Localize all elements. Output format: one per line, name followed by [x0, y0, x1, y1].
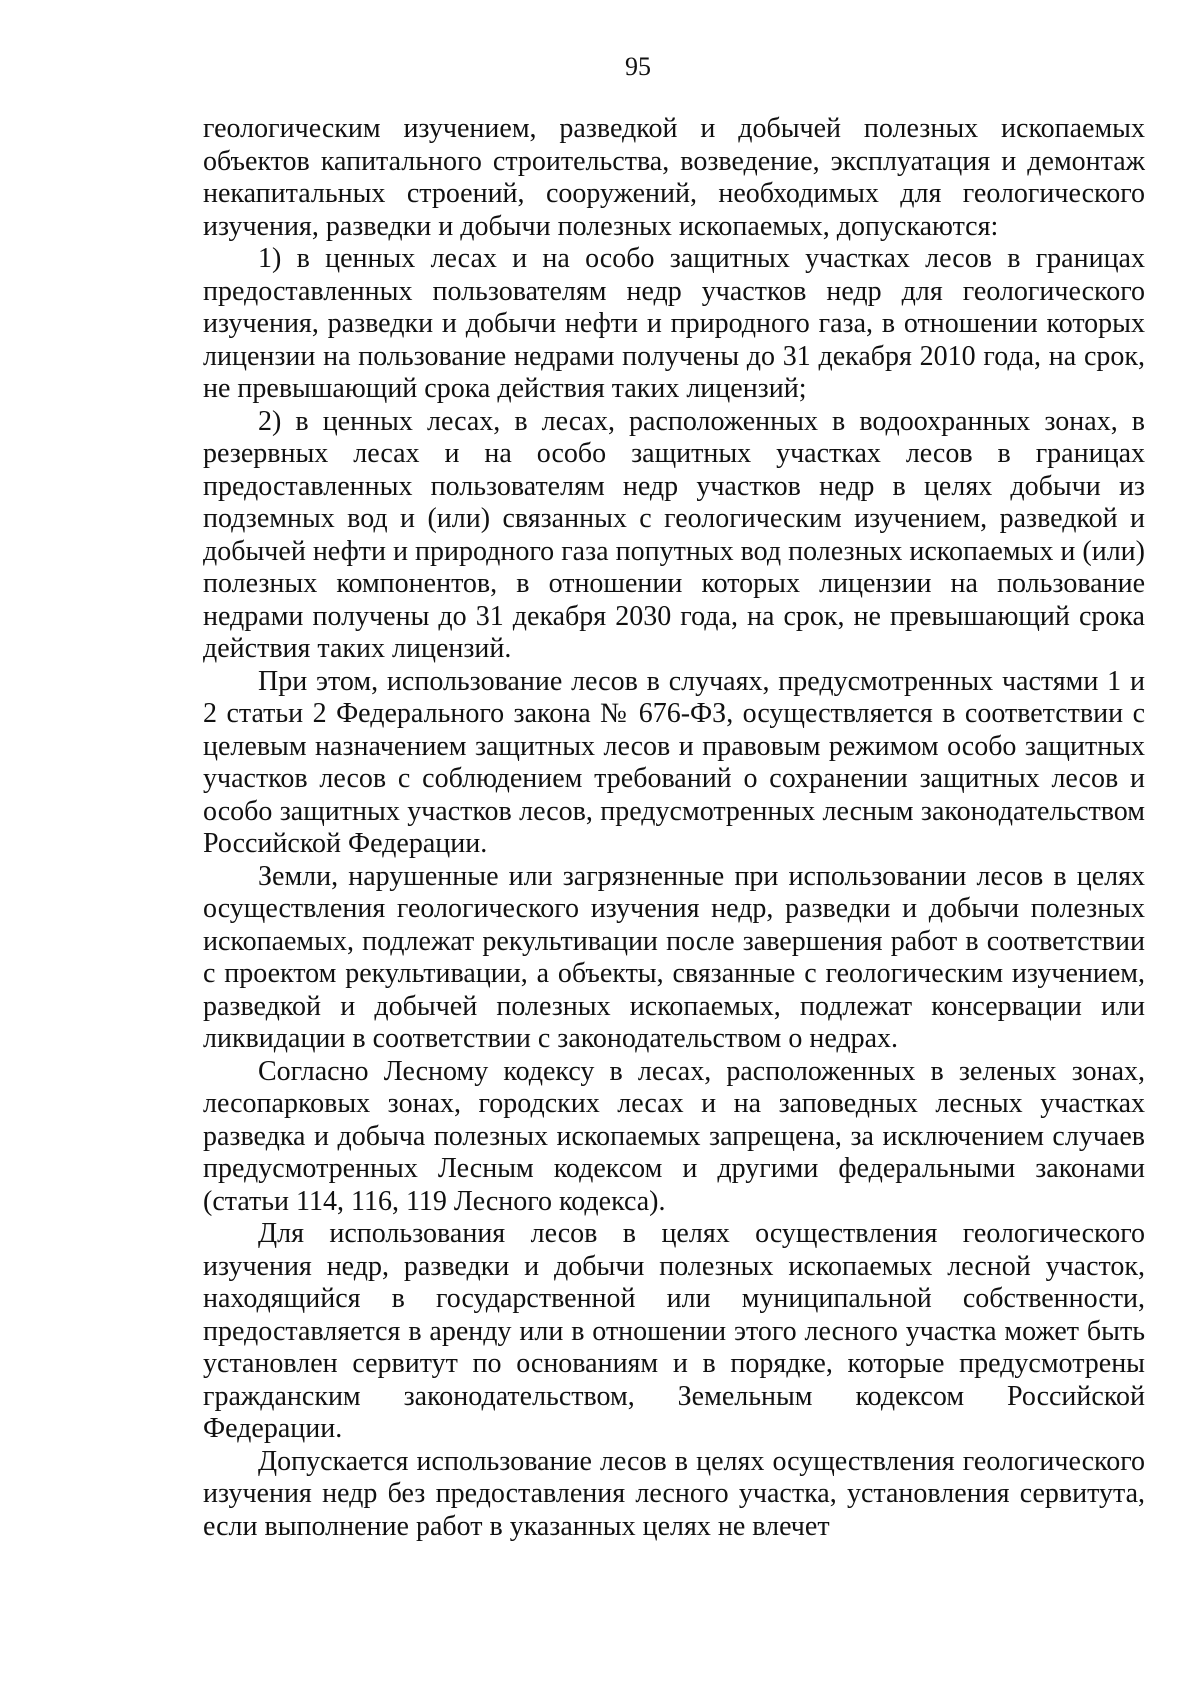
page-number: 95	[625, 52, 651, 81]
paragraph-item-2: 2) в ценных лесах, в лесах, расположенных в водоохранных зонах, в резервных лесах и на особо защитных участках лесов в границах предоставленных пользователям недр участков недр в целях добычи из подземных вод и (или) связанных с геологическим изучением, разведкой и добычей нефти и природного газа попутных вод полезных ископаемых и (или) полезных компонентов, в отношении которых лицензии на пользование недрами получены до 31 декабря 2030 года, на срок, не превышающий срока действия таких лицензий.	[203, 405, 1145, 664]
paragraph-forest-code-prohibition: Согласно Лесному кодексу в лесах, расположенных в зеленых зонах, лесопарковых зонах, городских лесах и на заповедных лесных участках разведка и добыча полезных ископаемых запрещена, за исключением случаев предусмотренных Лесным кодексом и другими федеральными законами (статьи 114, 116, 119 Лесного кодекса).	[203, 1055, 1145, 1217]
paragraph-protective-forests: При этом, использование лесов в случаях, предусмотренных частями 1 и 2 статьи 2 Федерального закона № 676-ФЗ, осуществляется в соответствии с целевым назначением защитных лесов и правовым режимом особо защитных участков лесов с соблюдением требований о сохранении защитных лесов и особо защитных участков лесов, предусмотренных лесным законодательством Российской Федерации.	[203, 665, 1145, 859]
paragraph-land-recultivation: Земли, нарушенные или загрязненные при использовании лесов в целях осуществления геологического изучения недр, разведки и добычи полезных ископаемых, подлежат рекультивации после завершения работ в соответствии с проектом рекультивации, а объекты, связанные с геологическим изучением, разведкой и добычей полезных ископаемых, подлежат консервации или ликвидации в соответствии с законодательством о недрах.	[203, 860, 1145, 1054]
paragraph-continuation: геологическим изучением, разведкой и добычей полезных ископаемых объектов капитального строительства, возведение, эксплуатация и демонтаж некапитальных строений, сооружений, необходимых для геологического изучения, разведки и добычи полезных ископаемых, допускаются:	[203, 113, 1145, 242]
paragraph-lease-servitude: Для использования лесов в целях осуществления геологического изучения недр, разведки и добычи полезных ископаемых лесной участок, находящийся в государственной или муниципальной собственности, предоставляется в аренду или в отношении этого лесного участка может быть установлен сервитут по основаниям и в порядке, которые предусмотрены гражданским законодательством, Земельным кодексом Российской Федерации.	[203, 1218, 1145, 1444]
paragraph-use-without-plot: Допускается использование лесов в целях осуществления геологического изучения недр без предоставления лесного участка, установления сервитута, если выполнение работ в указанных целях не влечет	[203, 1445, 1145, 1542]
document-body	[203, 113, 1145, 1543]
paragraph-item-1: 1) в ценных лесах и на особо защитных участках лесов в границах предоставленных пользователям недр участков недр для геологического изучения, разведки и добычи нефти и природного газа, в отношении которых лицензии на пользование недрами получены до 31 декабря 2010 года, на срок, не превышающий срока действия таких лицензий;	[203, 243, 1145, 404]
